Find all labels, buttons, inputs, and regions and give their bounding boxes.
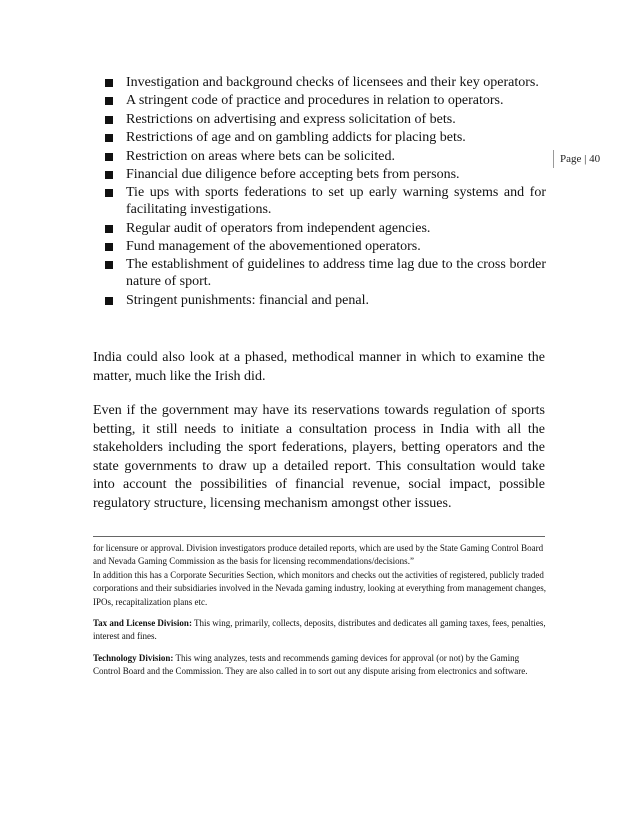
list-item [103,167,546,184]
square-bullet-icon [105,171,113,179]
list-item [103,130,546,147]
list-item-text: Financial due diligence before accepting bets from persons. [126,166,460,182]
square-bullet-icon [105,225,113,233]
page-number-label: Page | 40 [560,153,601,165]
footnote-separator [93,536,545,537]
list-item [103,293,546,310]
list-item-text: Stringent punishments: financial and penal. [126,292,370,308]
body-paragraph: India could also look at a phased, methodical manner in which to examine the matter, much like the Irish did. [93,350,545,384]
footnotes [93,542,548,679]
list-item-text: Restriction on areas where bets can be solicited. [126,148,396,164]
list-item-text: Restrictions of age and on gambling addicts for placing bets. [126,130,466,146]
list-item [103,112,546,129]
list-item-text: A stringent code of practice and procedures in relation to operators. [126,93,504,109]
square-bullet-icon [105,297,113,305]
list-item [103,75,546,92]
page-number [553,150,600,168]
footnote-technology-division [93,652,548,679]
list-item [103,185,546,219]
footnote-text: for licensure or approval. Division investigators produce detailed reports, which are used by the State Gaming Control Board and Nevada Gaming Commission as the basis for licensing recommendations/decisions.” [93,543,544,567]
square-bullet-icon [105,189,113,197]
footnote-heading: Tax and License Division: [93,618,192,629]
list-item-text: Regular audit of operators from independent agencies. [126,220,431,236]
footnote-text: This wing, primarily, collects, deposits, distributes and dedicates all gaming taxes, fees, penalties, interest and fines. [93,618,546,642]
square-bullet-icon [105,79,113,87]
list-item-text: Investigation and background checks of licensees and their key operators. [126,75,539,90]
list-item [103,221,546,238]
list-item [103,93,546,110]
square-bullet-icon [105,116,113,124]
list-item-text: Restrictions on advertising and express solicitation of bets. [126,111,456,127]
list-item [103,149,546,166]
footnote-text: This wing analyzes, tests and recommends gaming devices for approval (or not) by the Gaming Control Board and the Commission. They are also called in to sort out any dispute arising from electronics and software. [93,652,528,677]
list-item-text: The establishment of guidelines to address time lag due to the cross border nature of sport. [126,257,546,290]
footnote-heading: Technology Division: [93,652,174,663]
footnote-text: In addition this has a Corporate Securities Section, which monitors and checks out the activities of registered, publicly traded corporations and their subsidiaries involved in the Nevada gaming industry, looking at everything from management changes, IPOs, recapitalization plans etc. [93,569,547,607]
list-item [103,257,546,291]
measures-bullet-list [103,75,546,311]
body-paragraph: Even if the government may have its reservations towards regulation of sports betting, it still needs to initiate a consultation process in India with all the stakeholders including the sport federations, players, betting operators and the state governments to draw up a detailed report. This consultation would take into account the possibilities of financial revenue, social impact, possible regulatory structure, licensing mechanism amongst other issues. [93,403,545,511]
square-bullet-icon [105,261,113,269]
footnote-tax-division [93,617,548,644]
square-bullet-icon [105,153,113,161]
list-item [103,239,546,256]
square-bullet-icon [105,243,113,251]
square-bullet-icon [105,97,113,105]
list-item-text: Tie ups with sports federations to set up early warning systems and for facilitating investigations. [126,185,546,218]
list-item-text: Fund management of the abovementioned operators. [126,238,421,254]
square-bullet-icon [105,134,113,142]
